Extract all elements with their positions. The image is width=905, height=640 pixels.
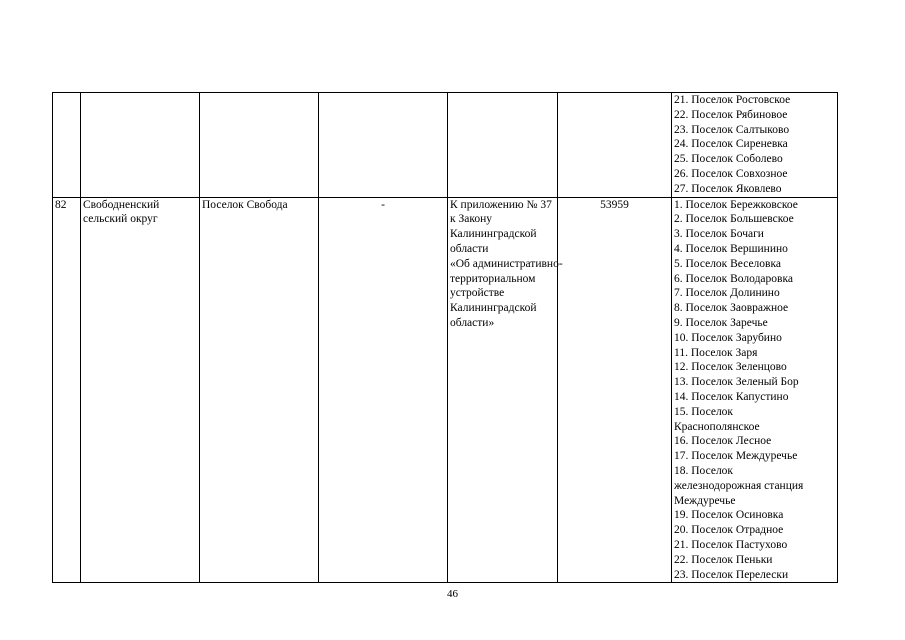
district-line: сельский округ — [83, 213, 158, 226]
cell-center-empty — [200, 93, 319, 198]
settlement-line: 20. Поселок Отрадное — [674, 524, 784, 537]
settlement-line: 7. Поселок Долинино — [674, 287, 780, 300]
settlements-table — [52, 92, 838, 583]
cell-population-empty — [558, 93, 672, 198]
page-number: 46 — [447, 588, 458, 600]
reference-line: Калининградской — [450, 302, 537, 315]
settlement-line: 9. Поселок Заречье — [674, 316, 768, 329]
settlement-line: 26. Поселок Совхозное — [674, 167, 788, 180]
settlement-line: Краснополянское — [674, 420, 760, 433]
cell-center: Поселок Свобода — [200, 197, 319, 583]
settlement-line: 22. Поселок Пеньки — [674, 553, 773, 566]
cell-dash: - — [319, 197, 448, 583]
cell-reference — [448, 197, 563, 583]
settlement-line: 3. Поселок Бочаги — [674, 228, 764, 241]
reference-line: Калининградской — [450, 228, 537, 241]
cell-population: 53959 — [558, 197, 672, 583]
settlement-line: 8. Поселок Заовражное — [674, 302, 789, 315]
settlement-line: 1. Поселок Бережковское — [674, 198, 798, 211]
settlement-line: 16. Поселок Лесное — [674, 435, 772, 448]
cell-settlements-continued — [672, 93, 838, 198]
settlement-line: 4. Поселок Вершинино — [674, 242, 788, 255]
cell-dash-empty — [319, 93, 448, 198]
district-line: Свободненский — [83, 198, 160, 211]
cell-settlements — [672, 197, 838, 583]
reference-line: области — [450, 242, 489, 255]
settlement-line: 10. Поселок Зарубино — [674, 331, 782, 344]
settlement-line: 2. Поселок Большевское — [674, 213, 794, 226]
settlement-line: 19. Поселок Осиновка — [674, 509, 784, 522]
settlement-line: 12. Поселок Зеленцово — [674, 361, 787, 374]
settlement-line: 23. Поселок Перелески — [674, 568, 789, 581]
reference-line: области» — [450, 316, 495, 329]
cell-district-empty — [81, 93, 200, 198]
settlement-line: 14. Поселок Капустино — [674, 390, 789, 403]
settlement-line: Междуречье — [674, 494, 736, 507]
settlement-line: железнодорожная станция — [674, 479, 804, 492]
settlement-line: 23. Поселок Салтыково — [674, 123, 790, 136]
settlement-line: 21. Поселок Ростовское — [674, 94, 791, 106]
settlement-line: 6. Поселок Володаровка — [674, 272, 793, 285]
cell-district — [81, 197, 200, 583]
reference-line: К приложению № 37 — [450, 198, 552, 211]
settlement-line: 5. Поселок Веселовка — [674, 257, 781, 270]
settlement-line: 18. Поселок — [674, 464, 734, 477]
reference-line: к Закону — [450, 213, 492, 226]
cell-reference-empty — [448, 93, 558, 198]
settlement-line: 11. Поселок Заря — [674, 346, 758, 359]
settlement-line: 17. Поселок Междуречье — [674, 450, 798, 463]
table-row-continuation — [53, 93, 838, 198]
settlement-line: 25. Поселок Соболево — [674, 153, 783, 166]
settlement-line: 24. Поселок Сиреневка — [674, 138, 788, 151]
cell-number-empty — [53, 93, 81, 198]
settlement-line: 13. Поселок Зеленый Бор — [674, 376, 799, 389]
reference-line: территориальном — [450, 272, 536, 285]
settlement-line: 27. Поселок Яковлево — [674, 182, 782, 195]
settlement-line: 21. Поселок Пастухово — [674, 538, 788, 551]
reference-line: «Об административно- — [450, 257, 563, 270]
table-row-82 — [53, 197, 838, 583]
settlement-line: 22. Поселок Рябиновое — [674, 108, 788, 121]
row-number: 82 — [53, 197, 81, 583]
settlement-line: 15. Поселок — [674, 405, 734, 418]
reference-line: устройстве — [450, 287, 505, 300]
